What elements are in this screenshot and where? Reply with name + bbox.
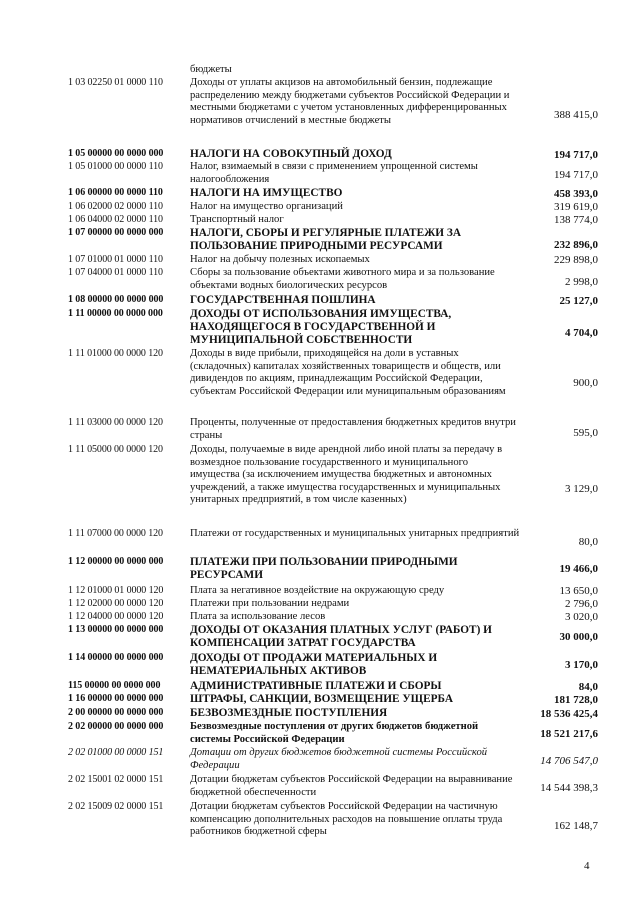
budget-code: 1 07 00000 00 0000 000 bbox=[68, 227, 164, 238]
amount: 14 706 547,0 bbox=[540, 755, 598, 767]
amount: 3 129,0 bbox=[565, 483, 598, 495]
budget-code: 1 12 04000 00 0000 120 bbox=[68, 611, 164, 622]
amount: 13 650,0 bbox=[559, 585, 598, 597]
revenue-description: Плата за использование лесов bbox=[190, 611, 326, 622]
revenue-description: Проценты, полученные от предоставления бюджетных кредитов внутри страны bbox=[190, 417, 516, 441]
budget-code: 1 11 01000 00 0000 120 bbox=[68, 348, 163, 359]
revenue-description: Безвозмездные поступления от других бюджетов бюджетной системы Российской Федерации bbox=[190, 721, 479, 745]
budget-code: 1 08 00000 00 0000 000 bbox=[68, 294, 164, 305]
amount: 25 127,0 bbox=[559, 295, 598, 307]
budget-code: 1 11 05000 00 0000 120 bbox=[68, 444, 163, 455]
budget-code: 1 06 04000 02 0000 110 bbox=[68, 214, 163, 225]
budget-code: 1 06 00000 00 0000 110 bbox=[68, 187, 163, 198]
amount: 14 544 398,3 bbox=[540, 782, 598, 794]
budget-code: 2 02 15001 02 0000 151 bbox=[68, 774, 164, 785]
budget-code: 1 07 01000 01 0000 110 bbox=[68, 254, 163, 265]
page-number: 4 bbox=[584, 860, 590, 872]
revenue-description: НАЛОГИ, СБОРЫ И РЕГУЛЯРНЫЕ ПЛАТЕЖИ ЗА ПОЛЬЗОВАНИЕ ПРИРОДНЫМИ РЕСУРСАМИ bbox=[190, 227, 462, 253]
amount: 3 170,0 bbox=[565, 659, 598, 671]
amount: 80,0 bbox=[578, 536, 598, 548]
budget-code: 2 00 00000 00 0000 000 bbox=[68, 707, 164, 718]
amount: 595,0 bbox=[573, 427, 598, 439]
amount: 162 148,7 bbox=[554, 820, 598, 832]
amount: 19 466,0 bbox=[559, 563, 598, 575]
amount: 458 393,0 bbox=[554, 188, 598, 200]
revenue-description: Плата за негативное воздействие на окружающую среду bbox=[190, 585, 445, 596]
revenue-description: Сборы за пользование объектами животного мира и за пользование объектами водных биологических ресурсов bbox=[190, 267, 495, 291]
revenue-description: Дотации бюджетам субъектов Российской Федерации на частичную компенсацию дополнительных расходов на повышение оплаты труда работников бюджетной сферы bbox=[190, 801, 503, 838]
budget-code: 1 03 02250 01 0000 110 bbox=[68, 77, 163, 88]
budget-code: 1 11 00000 00 0000 000 bbox=[68, 308, 163, 319]
amount: 194 717,0 bbox=[554, 149, 598, 161]
amount: 194 717,0 bbox=[554, 169, 598, 181]
budget-code: 2 02 00000 00 0000 000 bbox=[68, 721, 164, 732]
amount: 388 415,0 bbox=[554, 109, 598, 121]
revenue-description: НАЛОГИ НА ИМУЩЕСТВО bbox=[190, 187, 343, 199]
revenue-description: ДОХОДЫ ОТ ОКАЗАНИЯ ПЛАТНЫХ УСЛУГ (РАБОТ) И КОМПЕНСАЦИИ ЗАТРАТ ГОСУДАРСТВА bbox=[190, 624, 492, 650]
revenue-description: Доходы от уплаты акцизов на автомобильный бензин, подлежащие распределению между бюджетами субъектов Российской Федерации и местными бюджетами с учетом установленных дифференцированных нормативов отчислений в местные бюджеты bbox=[190, 77, 510, 126]
budget-code: 1 16 00000 00 0000 000 bbox=[68, 693, 164, 704]
revenue-description: ШТРАФЫ, САНКЦИИ, ВОЗМЕЩЕНИЕ УЩЕРБА bbox=[190, 693, 453, 705]
budget-code: 1 13 00000 00 0000 000 bbox=[68, 624, 164, 635]
amount: 3 020,0 bbox=[565, 611, 598, 623]
revenue-description: Доходы, получаемые в виде арендной либо иной платы за передачу в возмездное пользование государственного и муниципального имущества (за исключением имущества бюджетных и автономных учреждений, а также имущества государственных и муниципальных унитарных предприятий, в том числе казенных) bbox=[190, 444, 503, 506]
amount: 900,0 bbox=[573, 377, 598, 389]
amount: 2 998,0 bbox=[565, 276, 598, 288]
budget-code: 1 06 02000 02 0000 110 bbox=[68, 201, 163, 212]
revenue-description: Транспортный налог bbox=[190, 214, 284, 225]
revenue-description: Платежи при пользовании недрами bbox=[190, 598, 350, 609]
amount: 138 774,0 bbox=[554, 214, 598, 226]
revenue-description: Дотации от других бюджетов бюджетной системы Российской Федерации bbox=[190, 747, 488, 771]
revenue-description: Дотации бюджетам субъектов Российской Федерации на выравнивание бюджетной обеспеченности bbox=[190, 774, 513, 798]
amount: 84,0 bbox=[578, 681, 598, 693]
amount: 4 704,0 bbox=[565, 327, 598, 339]
revenue-description: АДМИНИСТРАТИВНЫЕ ПЛАТЕЖИ И СБОРЫ bbox=[190, 680, 442, 692]
budget-code: 2 02 15009 02 0000 151 bbox=[68, 801, 164, 812]
revenue-description: Платежи от государственных и муниципальных унитарных предприятий bbox=[190, 528, 520, 539]
revenue-description: бюджеты bbox=[190, 64, 232, 75]
revenue-description: Налог на добычу полезных ископаемых bbox=[190, 254, 370, 265]
budget-code: 1 12 02000 00 0000 120 bbox=[68, 598, 164, 609]
amount: 229 898,0 bbox=[554, 254, 598, 266]
revenue-description: БЕЗВОЗМЕЗДНЫЕ ПОСТУПЛЕНИЯ bbox=[190, 707, 388, 719]
revenue-description: НАЛОГИ НА СОВОКУПНЫЙ ДОХОД bbox=[190, 148, 392, 160]
budget-code: 1 11 07000 00 0000 120 bbox=[68, 528, 163, 539]
amount: 2 796,0 bbox=[565, 598, 598, 610]
amount: 30 000,0 bbox=[559, 631, 598, 643]
budget-code: 2 02 01000 00 0000 151 bbox=[68, 747, 164, 758]
budget-code: 1 05 00000 00 0000 000 bbox=[68, 148, 164, 159]
revenue-description: ГОСУДАРСТВЕННАЯ ПОШЛИНА bbox=[190, 294, 376, 306]
revenue-description: ПЛАТЕЖИ ПРИ ПОЛЬЗОВАНИИ ПРИРОДНЫМИ РЕСУРСАМИ bbox=[190, 556, 458, 582]
amount: 181 728,0 bbox=[554, 694, 598, 706]
amount: 319 619,0 bbox=[554, 201, 598, 213]
revenue-description: Налог, взимаемый в связи с применением упрощенной системы налогообложения bbox=[190, 161, 478, 185]
budget-code: 1 07 04000 01 0000 110 bbox=[68, 267, 163, 278]
revenue-description: Доходы в виде прибыли, приходящейся на доли в уставных (складочных) капиталах хозяйственных товариществ и обществ, или дивидендов по акциям, принадлежащим Российской Федерации, субъектам Российской Федерации или муниципальным образованиям bbox=[190, 348, 506, 397]
budget-code: 1 11 03000 00 0000 120 bbox=[68, 417, 163, 428]
revenue-description: ДОХОДЫ ОТ ИСПОЛЬЗОВАНИЯ ИМУЩЕСТВА, НАХОДЯЩЕГОСЯ В ГОСУДАРСТВЕННОЙ И МУНИЦИПАЛЬНОЙ СОБСТВЕННОСТИ bbox=[190, 308, 452, 347]
amount: 18 521 217,6 bbox=[540, 728, 598, 740]
budget-code: 1 12 01000 01 0000 120 bbox=[68, 585, 164, 596]
revenue-description: Налог на имущество организаций bbox=[190, 201, 343, 212]
amount: 18 536 425,4 bbox=[540, 708, 598, 720]
budget-code: 1 12 00000 00 0000 000 bbox=[68, 556, 164, 567]
budget-code: 115 00000 00 0000 000 bbox=[68, 680, 161, 691]
revenue-description: ДОХОДЫ ОТ ПРОДАЖИ МАТЕРИАЛЬНЫХ И НЕМАТЕРИАЛЬНЫХ АКТИВОВ bbox=[190, 652, 438, 678]
amount: 232 896,0 bbox=[554, 239, 598, 251]
budget-code: 1 05 01000 00 0000 110 bbox=[68, 161, 163, 172]
budget-code: 1 14 00000 00 0000 000 bbox=[68, 652, 164, 663]
